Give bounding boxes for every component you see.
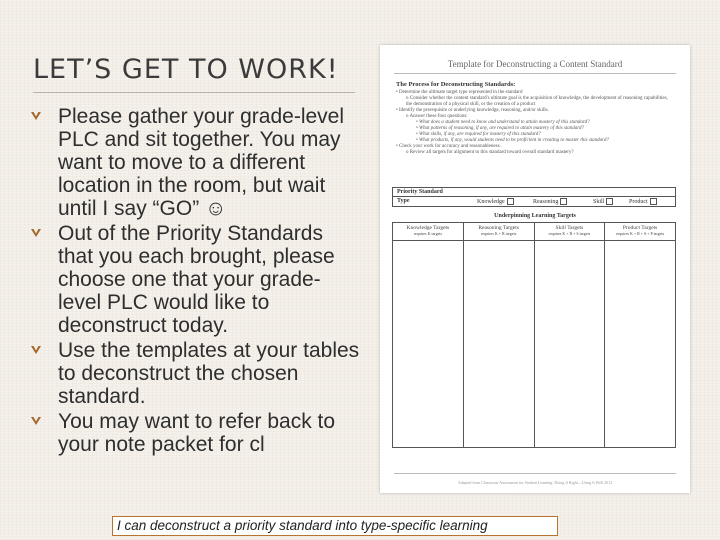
type-option-label: Reasoning (533, 198, 559, 205)
bullet-item (30, 410, 360, 456)
title-underline (33, 92, 355, 93)
process-line: • What does a student need to know and understand to attain mastery of this standard? (416, 120, 590, 125)
process-line: • What skills, if any, are required for mastery of this standard? (416, 132, 541, 137)
target-column (535, 223, 606, 447)
checkbox-icon (560, 198, 567, 205)
chevron-bullet-icon (30, 227, 42, 239)
process-line: • What products, if any, would students need to be proficient in creating to master this standard? (416, 138, 609, 143)
document-title: Template for Deconstructing a Content Standard (447, 59, 623, 69)
process-heading: The Process for Deconstructing Standards: (396, 81, 516, 88)
type-option-label: Knowledge (477, 198, 505, 205)
bullet-item (30, 222, 360, 337)
bullet-list (30, 105, 360, 456)
bullet-item (30, 105, 360, 220)
type-option-label: Product (629, 198, 648, 205)
underpinning-heading: Underpinning Learning Targets (494, 213, 576, 219)
process-line: • Identify the prerequisite or underlying knowledge, reasoning, and/or skills. (396, 108, 549, 113)
target-column (605, 223, 675, 447)
checkbox-icon (606, 198, 613, 205)
learning-target-banner: I can deconstruct a priority standard into type-specific learning (112, 516, 558, 536)
type-option (629, 198, 657, 205)
chevron-bullet-icon (30, 415, 42, 427)
process-line: o Answer these four questions: (406, 114, 468, 119)
checkbox-icon (507, 198, 514, 205)
document-footer-divider (394, 473, 676, 474)
process-line: • Determine the ultimate target type represented in the standard (396, 90, 523, 95)
learning-targets-grid (392, 222, 676, 448)
column-header: Product Targets requires K + R + S + P targets (605, 223, 675, 241)
chevron-bullet-icon (30, 344, 42, 356)
template-document-image (380, 45, 690, 493)
bullet-text: Please gather your grade-level PLC and sit together. You may want to move to a different location in the room, but wait until I say “GO” ☺ (58, 105, 345, 220)
priority-standard-label: Priority Standard (397, 189, 443, 195)
priority-standard-table (392, 187, 676, 207)
process-line: o Review all targets for alignment to this standard toward overall standard mastery? (406, 150, 574, 155)
column-header: Skill Targets requires K + R + S targets (535, 223, 605, 241)
target-column (464, 223, 535, 447)
type-option (533, 198, 567, 205)
type-option-label: Skill (593, 198, 605, 205)
document-divider (394, 73, 676, 74)
document-footer: Adapted from Classroom Assessment for Student Learning: Doing It Right—Using It Well 2012 (457, 480, 613, 485)
column-header: Knowledge Targets requires K targets (393, 223, 463, 241)
column-header: Reasoning Targets requires K + R targets (464, 223, 534, 241)
process-line: • What patterns of reasoning, if any, are required to attain mastery of this standard? (416, 126, 585, 131)
bullet-text: You may want to refer back to your note packet for cl (58, 410, 336, 456)
type-label: Type (397, 198, 410, 204)
chevron-bullet-icon (30, 110, 42, 122)
bullet-text: Use the templates at your tables to deconstruct the chosen standard. (58, 339, 360, 408)
slide-title: LET’S GET TO WORK! (33, 54, 339, 85)
priority-standard-row (393, 188, 675, 197)
process-line: o Consider whether the content standard's ultimate goal is the acquisition of knowledge, the development of reasoning capabilities, the demonstration of a physical skill, or the creation of a product (406, 96, 668, 107)
bullet-text: Out of the Priority Standards that you each brought, please choose one that your grade-level PLC would like to deconstruct today. (58, 222, 335, 337)
checkbox-icon (650, 198, 657, 205)
bullet-item (30, 339, 360, 408)
process-line: • Check your work for accuracy and reasonableness. (396, 144, 501, 149)
type-row (393, 197, 675, 206)
process-list (396, 90, 671, 156)
type-option (477, 198, 514, 205)
type-option (593, 198, 613, 205)
target-column (393, 223, 464, 447)
